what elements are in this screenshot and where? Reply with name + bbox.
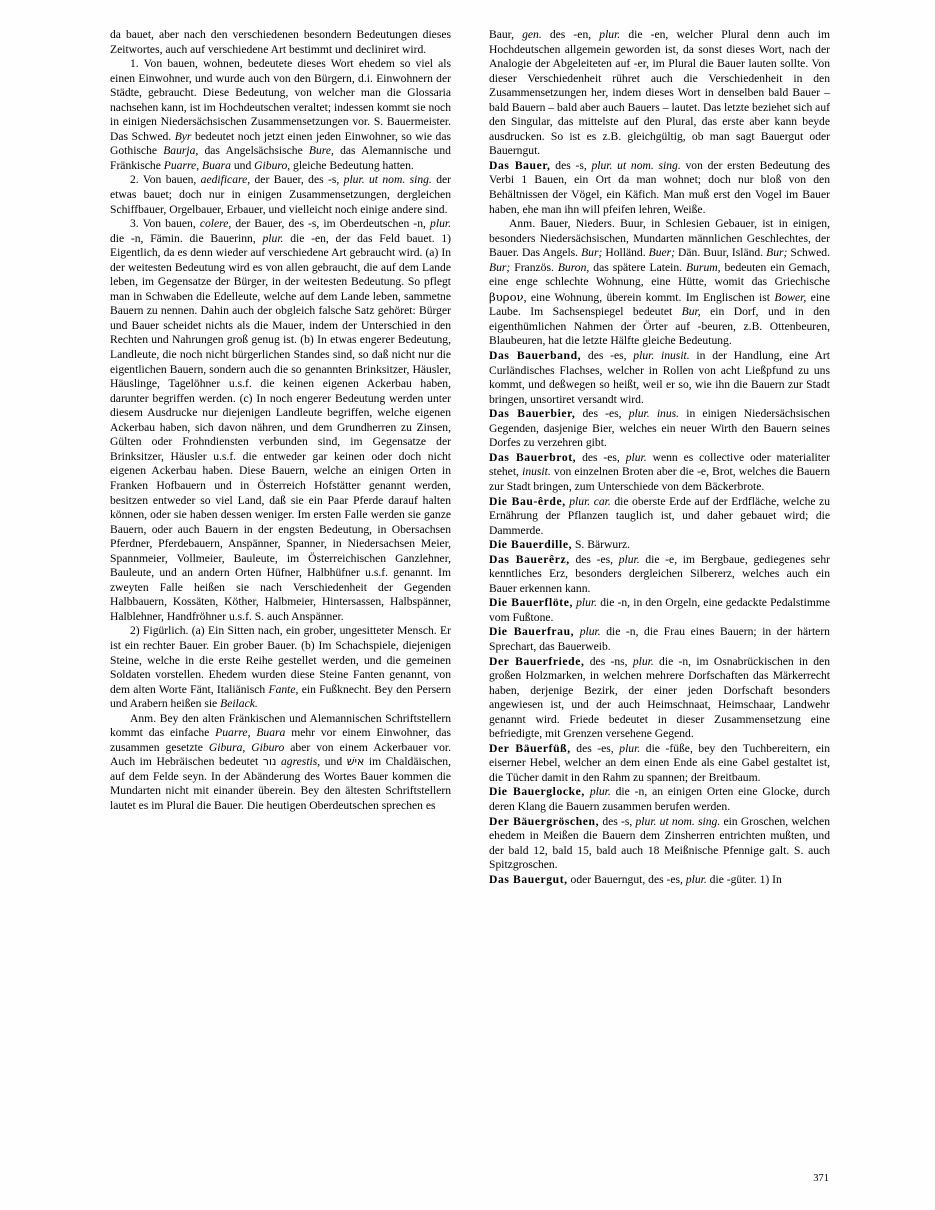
headword: Das Bauerêrz, [489, 552, 570, 566]
text-columns [110, 28, 830, 1158]
dictionary-entry: Das Bauergut, oder Bauerngut, des -es, plur. die -güter. 1) In [489, 872, 782, 886]
headword: Der Bauerfriede, [489, 654, 585, 668]
headword: Der Bäuerfüß, [489, 741, 571, 755]
headword: Die Bau-êrde, [489, 494, 566, 508]
dictionary-entry: Das Bauerband, des -es, plur. inusit. in der Handlung, eine Art Curländisches Flachses, welcher in Rollen von acht Ließpfund zu uns kommt, und deßwegen so heißt, weil er so, wie ihn die Bauern zur Stadt bringen, unsortiret versandt wird. [489, 349, 831, 406]
paragraph: Anm. Bey den alten Fränkischen und Alemannischen Schriftstellern kommt das einfache Puarre, Buara mehr vor einem Einwohner, das zusammen gesetzte Gibura, Giburo aber von einem Ackerbauer vor. Auch im Hebräischen bedeutet נור agrestis, und אישׁ im Chaldäischen, auf dem Felde seyn. In der Abänderung des Wortes Bauer kommen die Mundarten nicht mit einander überein. Bey den ältesten Schriftstellern lautet es im Plural die Bauer. Die heutigen Oberdeutschen sprechen es [110, 711, 452, 812]
dictionary-entry: Die Bauerglocke, plur. die -n, an einigen Orten eine Glocke, durch deren Klang die Bauern zusammen berufen werden. [489, 785, 830, 813]
headword: Die Bauerfrau, [489, 625, 575, 639]
dictionary-entry: Das Bauerbrot, des -es, plur. wenn es collective oder materialiter stehet, inusit. von einzelnen Broten aber die -e, Brot, welches die Bauern zur Stadt bringen, zum Unterschiede von dem Bäckerbrote. [489, 450, 831, 493]
headword: Das Bauergut, [489, 872, 568, 886]
paragraph: Anm. Bauer, Nieders. Buur, in Schlesien Gebauer, ist in einigen, besonders Niedersächsischen, Mundarten männlichen Geschlechtes, der Bauer. Das Angels. Bur; Holländ. Buer; Dän. Buur, Isländ. Bur; Schwed. Bur; Französ. Buron, das spätere Latein. Burum, bedeuten ein Gemach, eine enge schlechte Wohnung, eine Hütte, womit das Griechische βυρον, eine Wohnung, überein kommt. Im Englischen ist Bower, eine Laube. Im Sachsenspiegel bedeutet Bur, ein Dorf, und in den eigenthümlichen Nahmen der Örter auf -beuren, z.B. Ottenbeuren, Blaubeuren, hat die letzte Hälfte gleiche Bedeutung. [489, 217, 831, 348]
dictionary-entry: Der Bäuergröschen, des -s, plur. ut nom. sing. ein Groschen, welchen ehedem in Meißen die Bauern dem Zinsherren entrichten mußten, und der bald 12, bald 15, bald auch 18 Meißnische Pfennige galt. S. auch Spitzgroschen. [489, 814, 831, 872]
paragraph: 3. Von bauen, colere, der Bauer, des -s, im Oberdeutschen -n, plur. die -n, Fämin. die Bauerinn, plur. die -en, der das Feld bauet. 1) Eigentlich, da es denn wieder auf verschiedene Art gebraucht wird. (a) In der weitesten Bedeutung wird es von allen gebraucht, die auf dem Lande leben, im Gegensatze der Bürger, in der weitesten Bedeutung. So pflegt man in Schwaben die Edelleute, welche auf dem Lande leben, sammetne Bauern zu nennen. Dahin auch der obgleich falsche Satz gehöret: Bürger und Bauer scheidet nichts als die Mauer, indem der Unterschied in den Rechten und Nahrungen groß genug ist. (b) In etwas engerer Bedeutung, Landleute, die noch nicht bürgerlichen Standes sind, so daß nicht nur die eigentlichen Bauern, sondern auch die so genannten Brinksitzer, Häusler, Häuslinge, Tagelöhner u.s.f. die keinen eigenen Ackerbau haben, darunter begriffen werden. (c) In noch engerer Bedeutung werden unter diesem Ausdrucke nur diejenigen Landleute begriffen, welche eigenen Ackerbau haben, sich davon nähren, und dem Grundherren zu Zinsen, Gülten oder Frohndiensten verbunden sind, im Gegensatze der Brinksitzer, Häusler u.s.f. die entweder gar keinen oder doch nicht eigenen Ackerbau haben. Diese Bauern, welche an einigen Orten in Franken Hofbauern und in Österreich Hofstätter genannt werden, besitzen entweder so viel Land, daß sie ein Paar Pferde darauf halten können, oder sie haben dessen weniger. Im ersten Falle werden sie ganze Bauern, oder auch Bauern in der engsten Bedeutung, in Obersachsen Pferdner, Pferdebauern, Anspänner, Spanner, in Niedersachsen Meier, Spannmeier, Vollmeier, Bauleute, im Österreichischen Ganzlehner, Bauleute, und an andern Orten Hüfner, Halbhüfner u.s.f. genannt. Im zweyten Falle heißen sie nach Verschiedenheit der Gegenden Halbbauern, Kossäten, Köther, Halbmeier, Hintersassen, Halbspänner, Halblehner, Handfröhner u.s.f. S. auch Anspänner. [110, 217, 452, 623]
dictionary-entry: Die Bauerdille, S. Bärwurz. [489, 538, 631, 552]
right-column [489, 28, 830, 1158]
dictionary-entry: Die Bau-êrde, plur. car. die oberste Erde auf der Erdfläche, welche zu Ernährung der Pflanzen tauglich ist, und daher gebauet wird; die Dammerde. [489, 494, 830, 537]
headword: Die Bauerdille, [489, 538, 573, 552]
dictionary-entry: Das Bauer, des -s, plur. ut nom. sing. von der ersten Bedeutung des Verbi 1 Bauen, ein Ort da man wohnet; doch nur bloß von den Behältnissen der Vögel, ein Käfich. Man muß erst den Vogel im Bauer haben, ehe man ihn will pfeifen lehren, Weiße. [489, 158, 831, 216]
dictionary-entry: Der Bauerfriede, des -ns, plur. die -n, im Osnabrückischen in den großen Holzmarken, in welchen mehrere Dorfschaften das Märkerrecht haben, derjenige Bezirk, der einer jeden Dorfschaft besonders angewiesen ist, und der auch Heimschnaat, Heimschaar, Landwehr genannt wird. Friede bedeutet in dieser Zusammensetzung eine befriedigte, mit Grenzen versehene Gegend. [489, 654, 831, 741]
paragraph: Baur, gen. des -en, plur. die -en, welcher Plural denn auch im Hochdeutschen allgemein geworden ist, da sonst dieses Wort, nach der Analogie der Abgeleiteten auf -er, im Plural die Bauer lauten sollte. Von dieser Verschiedenheit rühret auch die Verschiedenheit in den Zusammensetzungen her, indem dieses Wort in denselben bald Bauer – bald Bauern – bald aber auch Bauers – lautet. Das letzte beziehet sich auf den Singular, das mittelste auf den Plural, das erste aber kann beyde ausdrucken. So ist es z.B. gleichgültig, ob man sagt Bauergut oder Bauerngut. [489, 28, 830, 158]
headword: Das Bauer, [489, 158, 551, 172]
headword: Der Bäuergröschen, [489, 814, 600, 828]
page-number: 371 [813, 1173, 829, 1184]
left-column [110, 28, 451, 1158]
headword: Die Bauerglocke, [489, 785, 585, 799]
dictionary-entry: Der Bäuerfüß, des -es, plur. die -füße, bey den Tuchbereitern, ein eiserner Hebel, welcher an dem einen Ende als eine Gabel gestaltet ist, die Tücher damit in den Rahm zu spannen; der Breitbaum. [489, 741, 830, 784]
dictionary-entry: Die Bauerflöte, plur. die -n, in den Orgeln, eine gedackte Pedalstimme vom Fußtone. [489, 596, 830, 624]
dictionary-entry: Das Bauerêrz, des -es, plur. die -e, im Bergbaue, gediegenes sehr kenntliches Erz, besonders dergleichen Silbererz, welches auch ein Bauer erkennen kann. [489, 552, 830, 595]
dictionary-entry: Das Bauerbier, des -es, plur. inus. in einigen Niedersächsischen Gegenden, dasjenige Bier, welches ein neuer Wirth den Bauern seines Dorfes zu verzehren gibt. [489, 407, 830, 450]
headword: Das Bauerband, [489, 349, 582, 363]
dictionary-entry: Die Bauerfrau, plur. die -n, die Frau eines Bauern; in der härtern Sprechart, das Bauerweib. [489, 625, 830, 653]
headword: Das Bauerbier, [489, 407, 576, 421]
paragraph: 1. Von bauen, wohnen, bedeutete dieses Wort ehedem so viel als einen Einwohner, und wurde auch von den Bürgern, d.i. Einwohnern der Städte, gebraucht. Diese Bedeutung, von welcher man die Glossaria nachsehen kann, ist im Hochdeutschen veraltet; indessen kommt sie noch in einigen Niedersächsischen Zusammensetzungen vor. S. Bauermeister. Das Schwed. Byr bedeutet noch jetzt einen jeden Einwohner, so wie das Gothische Baurja, das Angelsächsische Bure, das Alemannische und Fränkische Puarre, Buara und Giburo, gleiche Bedeutung hatten. [110, 57, 451, 172]
headword: Die Bauerflöte, [489, 596, 573, 610]
paragraph: 2. Von bauen, aedificare, der Bauer, des -s, plur. ut nom. sing. der etwas bauet; doch nur in einigen Zusammensetzungen, dergleichen Schiffbauer, Orgelbauer, Erbauer, und vielleicht noch einige andere sind. [110, 173, 452, 216]
headword: Das Bauerbrot, [489, 450, 577, 464]
paragraph: da bauet, aber nach den verschiedenen besondern Bedeutungen dieses Zeitwortes, auch auf verschiedene Art bestimmt und decliniret wird. [110, 28, 451, 56]
paragraph: 2) Figürlich. (a) Ein Sitten nach, ein grober, ungesitteter Mensch. Er ist ein rechter Bauer. Ein grober Bauer. (b) Im Schachspiele, diejenigen Steine, welche in die erste Reihe gestellet werden, und die gemeinen Soldaten vorstellen. Ehedem wurden diese Steine Fanten genannt, von dem alten Worte Fänt, Italiänisch Fante, ein Fußknecht. Bey den Persern und Arabern heißen sie Beilack. [110, 624, 451, 711]
